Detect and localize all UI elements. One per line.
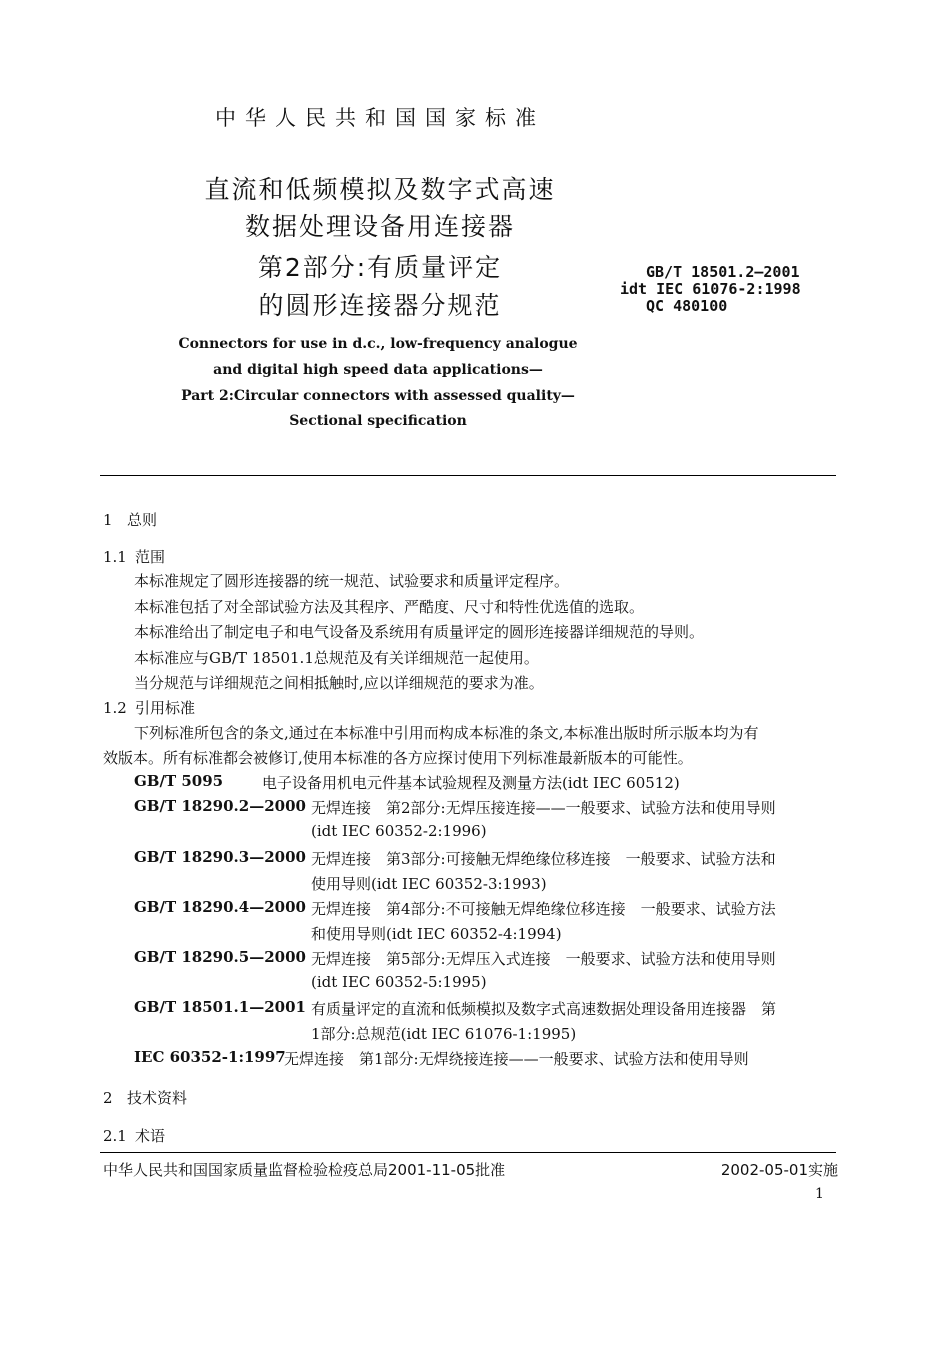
reference-text: 无焊连接 第5部分:无焊压入式连接 一般要求、试验方法和使用导则	[311, 950, 776, 968]
title-cn-line-3: 第2部分:有质量评定	[257, 253, 503, 282]
reference-code: GB/T 18290.5—2000	[134, 948, 306, 966]
reference-text: 无焊连接 第2部分:无焊压接连接——一般要求、试验方法和使用导则	[311, 799, 776, 817]
section-number: 1	[103, 511, 113, 529]
section-title: 技术资料	[127, 1089, 188, 1107]
standard-country-header: 中华人民共和国国家标准	[215, 106, 545, 130]
paragraph: 当分规范与详细规范之间相抵触时,应以详细规范的要求为准。	[134, 674, 544, 692]
title-en-line-1: Connectors for use in d.c., low-frequency analogue	[178, 336, 578, 352]
section-1-heading	[103, 509, 157, 530]
reference-text: 无焊连接 第4部分:不可接触无焊绝缘位移连接 一般要求、试验方法	[311, 900, 776, 918]
reference-text: 电子设备用机电元件基本试验规程及测量方法(idt IEC 60512)	[262, 774, 680, 792]
title-en-line-3: Part 2:Circular connectors with assessed quality—	[181, 388, 575, 404]
reference-code: GB/T 18290.2—2000	[134, 797, 306, 815]
top-divider	[100, 475, 836, 476]
title-en-line-4: Sectional specification	[289, 413, 467, 429]
reference-code: GB/T 18501.1—2001	[134, 998, 306, 1016]
section-2-1-heading	[103, 1125, 165, 1146]
reference-text: 有质量评定的直流和低频模拟及数字式高速数据处理设备用连接器 第	[311, 1000, 777, 1018]
bottom-divider	[100, 1152, 836, 1153]
page-number: 1	[815, 1186, 824, 1202]
title-cn-line-1: 直流和低频模拟及数字式高速	[204, 175, 556, 204]
paragraph: 本标准规定了圆形连接器的统一规范、试验要求和质量评定程序。	[134, 572, 570, 590]
qc-code: QC 480100	[646, 297, 728, 315]
paragraph: 本标准包括了对全部试验方法及其程序、严酷度、尺寸和特性优选值的选取。	[134, 598, 645, 616]
section-title: 总则	[127, 511, 158, 529]
title-cn-line-4: 的圆形连接器分规范	[258, 291, 502, 320]
reference-text: 无焊连接 第1部分:无焊绕接连接——一般要求、试验方法和使用导则	[284, 1050, 749, 1068]
title-en-line-2: and digital high speed data applications—	[213, 362, 543, 378]
reference-code: GB/T 5095	[134, 772, 224, 790]
reference-code: GB/T 18290.4—2000	[134, 898, 306, 916]
reference-text: 无焊连接 第3部分:可接触无焊绝缘位移连接 一般要求、试验方法和	[311, 850, 776, 868]
reference-text: 和使用导则(idt IEC 60352-4:1994)	[311, 925, 562, 943]
standard-code: GB/T 18501.2—2001	[646, 263, 800, 281]
section-2-heading	[103, 1087, 187, 1108]
reference-text: 1部分:总规范(idt IEC 61076-1:1995)	[311, 1025, 577, 1043]
reference-text: (idt IEC 60352-2:1996)	[311, 822, 487, 840]
section-title: 引用标准	[135, 699, 196, 717]
paragraph: 效版本。所有标准都会被修订,使用本标准的各方应探讨使用下列标准最新版本的可能性。	[103, 749, 693, 767]
section-title: 范围	[135, 548, 166, 566]
title-cn-line-2: 数据处理设备用连接器	[244, 212, 515, 241]
paragraph: 本标准应与GB/T 18501.1总规范及有关详细规范一起使用。	[134, 649, 539, 667]
section-number: 1.2	[103, 699, 127, 717]
section-number: 2	[103, 1089, 113, 1107]
reference-code: IEC 60352-1:1997	[134, 1048, 286, 1066]
section-1-2-heading	[103, 697, 195, 718]
paragraph: 本标准给出了制定电子和电气设备及系统用有质量评定的圆形连接器详细规范的导则。	[134, 623, 705, 641]
section-1-1-heading	[103, 546, 165, 567]
reference-text: (idt IEC 60352-5:1995)	[311, 973, 487, 991]
paragraph: 下列标准所包含的条文,通过在本标准中引用而构成本标准的条文,本标准出版时所示版本均为有	[134, 724, 759, 742]
section-number: 2.1	[103, 1127, 127, 1145]
section-title: 术语	[135, 1127, 166, 1145]
reference-text: 使用导则(idt IEC 60352-3:1993)	[311, 875, 547, 893]
reference-code: GB/T 18290.3—2000	[134, 848, 306, 866]
effective-date: 2002-05-01实施	[720, 1161, 838, 1179]
approval-note: 中华人民共和国国家质量监督检验检疫总局2001-11-05批准	[103, 1161, 506, 1179]
identical-iec-code: idt IEC 61076-2:1998	[620, 280, 801, 298]
section-number: 1.1	[103, 548, 127, 566]
